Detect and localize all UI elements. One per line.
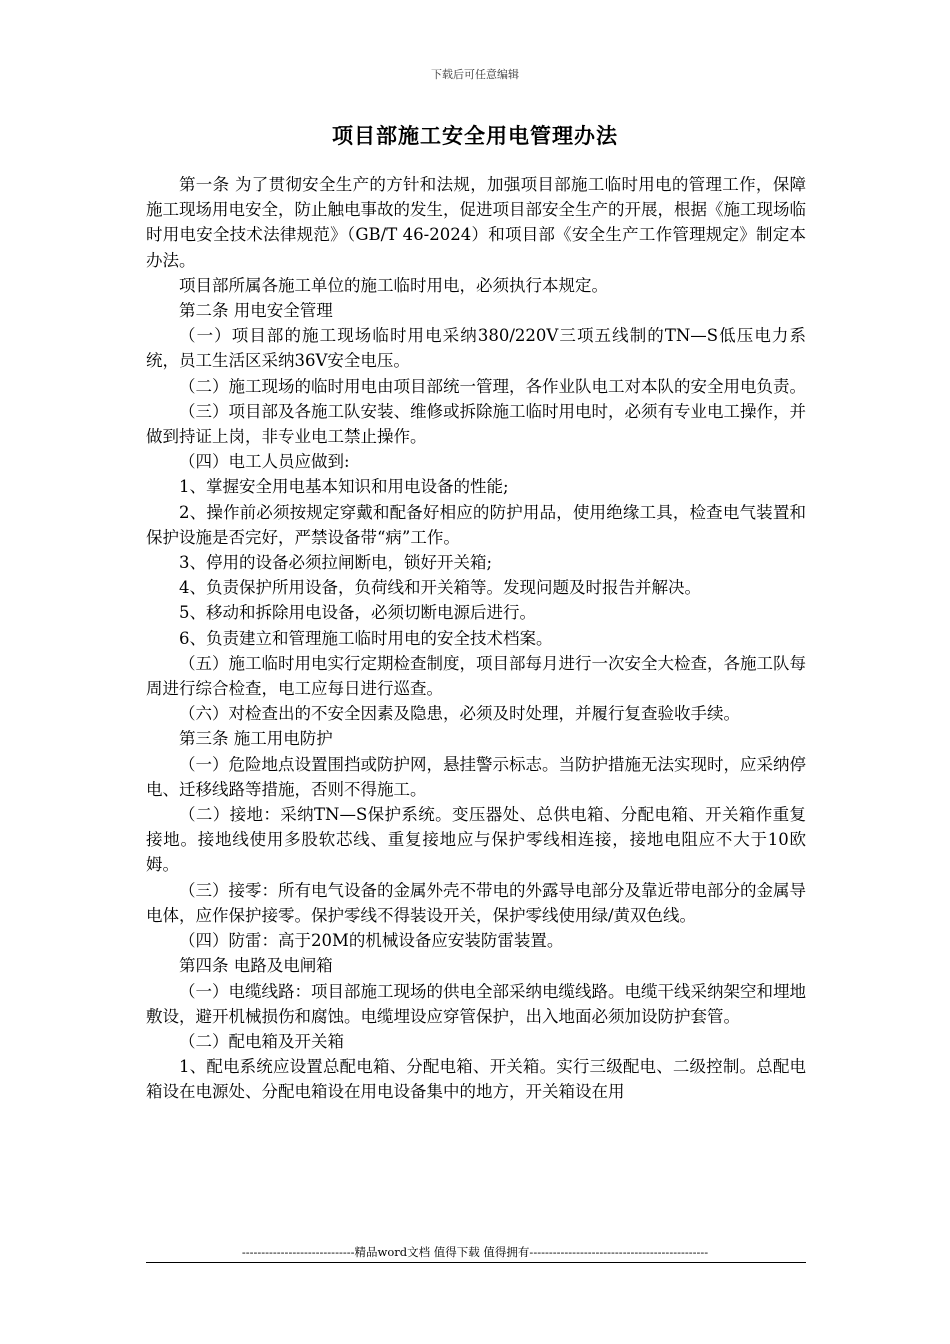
list-item: 6、负责建立和管理施工临时用电的安全技术档案。: [179, 628, 553, 648]
paragraph: （三）接零：所有电气设备的金属外壳不带电的外露导电部分及靠近带电部分的金属导电体，应作保护接零。保护零线不得装设开关，保护零线使用绿/黄双色线。: [146, 880, 806, 925]
list-item: 1、掌握安全用电基本知识和用电设备的性能;: [179, 477, 509, 497]
paragraph: （五）施工临时用电实行定期检查制度，项目部每月进行一次安全大检查，各施工队每周进行综合检查，电工应每日进行巡查。: [146, 653, 806, 699]
list-item: 4、负责保护所用设备，负荷线和开关箱等。发现问题及时报告并解决。: [179, 578, 701, 598]
paragraph: （六）对检查出的不安全因素及隐患，必须及时处理，并履行复查验收手续。: [179, 704, 740, 724]
paragraph: （一）电缆线路：项目部施工现场的供电全部采纳电缆线路。电缆干线采纳架空和埋地敷设，避开机械损伤和腐蚀。电缆埋设应穿管保护，出入地面必须加设防护套管。: [146, 981, 806, 1026]
paragraph: （一）项目部的施工现场临时用电采纳380/220V三项五线制的TN—S低压电力系统，员工生活区采纳36V安全电压。: [146, 326, 806, 371]
paragraph: （一）危险地点设置围挡或防护网，悬挂警示标志。当防护措施无法实现时，应采纳停电、迁移线路等措施，否则不得施工。: [146, 754, 806, 799]
list-item: 2、操作前必须按规定穿戴和配备好相应的防护用品，使用绝缘工具，检查电气装置和保护设施是否完好，严禁设备带“病”工作。: [146, 502, 806, 547]
document-title: 项目部施工安全用电管理办法: [332, 124, 618, 148]
section-heading: 第四条 电路及电闸箱: [179, 956, 333, 976]
list-item: 1、配电系统应设置总配电箱、分配电箱、开关箱。实行三级配电、二级控制。总配电箱设在电源处、分配电箱设在用电设备集中的地方，开关箱设在用: [146, 1057, 806, 1102]
paragraph: （四）电工人员应做到:: [179, 452, 350, 472]
document-body: [146, 172, 806, 1105]
list-item: 5、移动和拆除用电设备，必须切断电源后进行。: [179, 603, 536, 623]
paragraph: （二）施工现场的临时用电由项目部统一管理，各作业队电工对本队的安全用电负责。: [179, 376, 806, 396]
footer-divider: [146, 1262, 806, 1263]
paragraph: （二）配电箱及开关箱: [179, 1031, 344, 1051]
list-item: 3、停用的设备必须拉闸断电，锁好开关箱;: [179, 553, 493, 573]
paragraph: 项目部所属各施工单位的施工临时用电，必须执行本规定。: [179, 275, 608, 295]
section-heading: 第二条 用电安全管理: [179, 301, 333, 321]
paragraph: （三）项目部及各施工队安装、维修或拆除施工临时用电时，必须有专业电工操作，并做到持证上岗，非专业电工禁止操作。: [146, 401, 806, 447]
footer-note: -----------------------------精品word文档 值得下载 值得拥有----------------------------------------------: [241, 1245, 709, 1259]
paragraph: （二）接地：采纳TN—S保护系统。变压器处、总供电箱、分配电箱、开关箱作重复接地。接地线使用多股软芯线、重复接地应与保护零线相连接，接地电阻应不大于10欧姆。: [146, 805, 806, 875]
header-note: 下载后可任意编辑: [431, 68, 519, 81]
paragraph: （四）防雷：高于20M的机械设备应安装防雷装置。: [179, 931, 564, 951]
paragraph: 第一条 为了贯彻安全生产的方针和法规，加强项目部施工临时用电的管理工作，保障施工现场用电安全，防止触电事故的发生，促进项目部安全生产的开展，根据《施工现场临时用电安全技术法律规范》（GB/T 46-2024）和项目部《安全生产工作管理规定》制定本办法。: [146, 175, 806, 270]
section-heading: 第三条 施工用电防护: [179, 729, 333, 749]
